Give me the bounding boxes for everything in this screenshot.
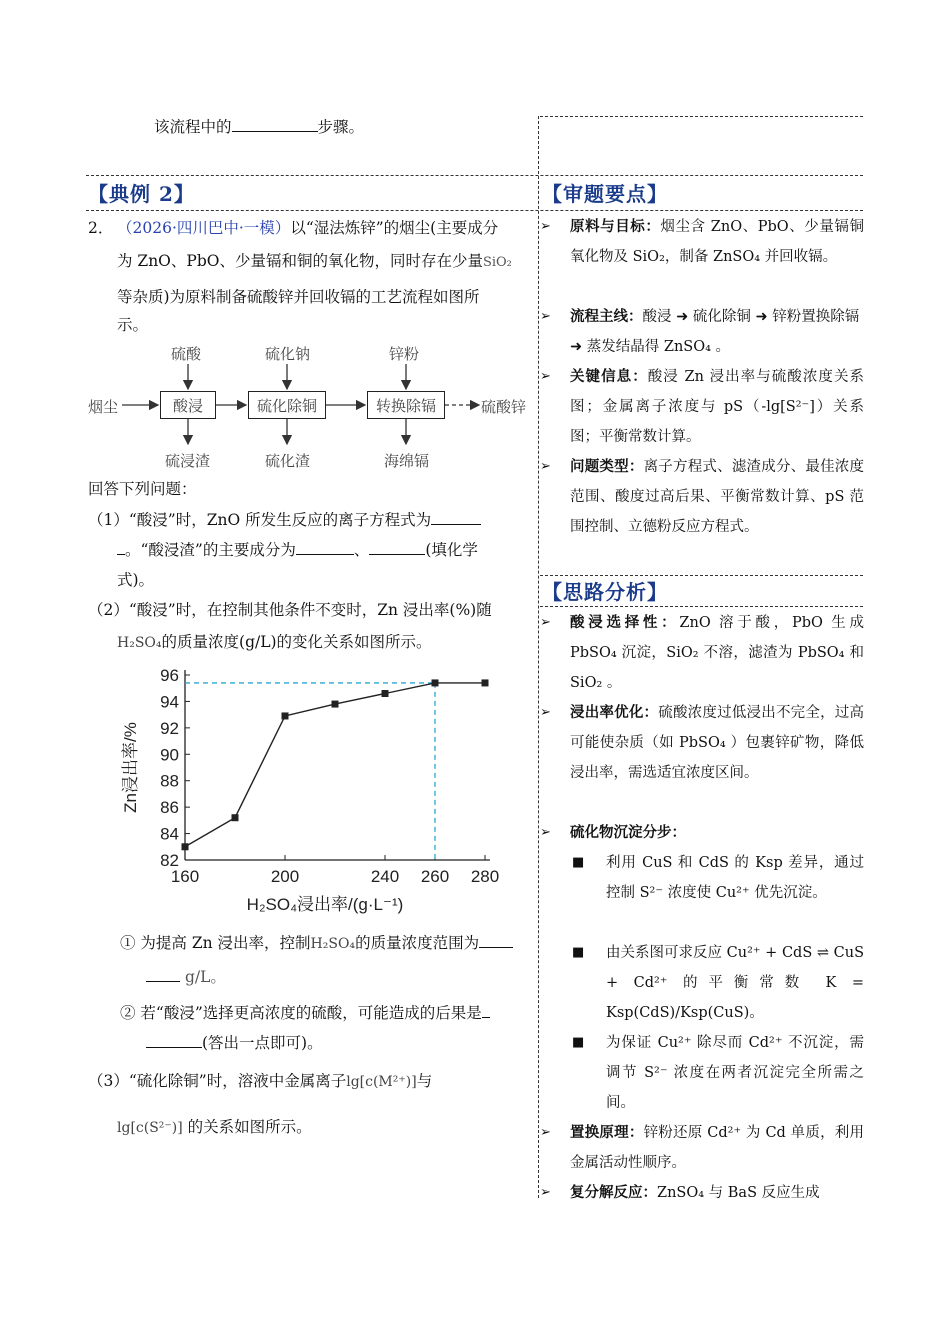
- arrow-bullet-icon: ➢: [540, 705, 551, 720]
- analysis-item-metathesis: ➢ 复分解反应：ZnSO₄ 与 BaS 反应生成: [542, 1178, 864, 1208]
- analysis-item-stepwise: ➢ 硫化物沉淀分步：: [542, 818, 864, 848]
- question-source: （2026·四川巴中·一模）: [117, 219, 291, 237]
- flow-input-sodium-sulfide: 硫化钠: [265, 345, 311, 363]
- data-point: [482, 679, 489, 686]
- review-item-question-types: ➢ 问题类型：离子方程式、滤渣成分、最佳浓度范围、酸度过高后果、平衡常数计算、pS 范围控制、立德粉反应方程式。: [542, 452, 864, 572]
- data-point: [332, 701, 339, 708]
- analysis-subitem-equilibrium: ■ 由关系图可求反应 Cu²⁺ + CdS ⇌ CuS + Cd²⁺ 的平衡常数 K = Ksp(CdS)/Ksp(CuS)。: [542, 938, 864, 1028]
- q1-line-2: 。“酸浸渣”的主要成分为 、 (填化学: [117, 535, 478, 565]
- q2-sub2-line-1: ② 若“酸浸”选择更高浓度的硫酸，可能造成的后果是: [120, 998, 490, 1028]
- answer-intro: 回答下列问题：: [88, 480, 197, 498]
- flow-step-copper-removal: 硫化除铜: [248, 391, 326, 419]
- flow-step-cadmium-removal: 转换除镉: [367, 391, 445, 419]
- question-line-3: 等杂质)为原料制备硫酸锌并回收镉的工艺流程如图所: [117, 288, 480, 306]
- question-line-1: （2026·四川巴中·一模）以“湿法炼锌”的烟尘(主要成分: [117, 219, 499, 237]
- arrow-bullet-icon: ➢: [540, 369, 551, 384]
- flow-arrows: [0, 0, 540, 480]
- q3-line-1: （3）“硫化除铜”时，溶液中金属离子lg[c(M²⁺)]与: [88, 1072, 433, 1090]
- previous-question-tail: 该流程中的 步骤。: [154, 112, 364, 142]
- top-right-divider: [540, 116, 863, 117]
- x-axis-label: H₂SO₄浸出率/(g·L⁻¹): [246, 895, 404, 914]
- arrow-bullet-icon: ➢: [540, 1185, 551, 1200]
- x-tick-label: 160: [170, 867, 200, 886]
- question-number: 2．: [88, 219, 114, 237]
- q1-blank-residue-1[interactable]: [296, 536, 354, 555]
- x-tick-label: 240: [370, 867, 400, 886]
- y-tick-label: 92: [160, 718, 179, 738]
- y-tick-label: 86: [160, 798, 179, 818]
- q2-blank-consequence[interactable]: [146, 1029, 202, 1048]
- analysis-subitem-ksp: ■ 利用 CuS 和 CdS 的 Ksp 差异，通过控制 S²⁻ 浓度使 Cu²⁺ 优先沉淀。: [542, 848, 864, 938]
- x-tick-label: 280: [470, 867, 500, 886]
- y-tick-label: 88: [160, 771, 179, 791]
- data-point: [432, 679, 439, 686]
- square-bullet-icon: ■: [572, 945, 585, 960]
- q2-sub1-line-1: ① 为提高 Zn 浸出率，控制H₂SO₄的质量浓度范围为: [120, 928, 513, 959]
- flow-input-sulfuric-acid: 硫酸: [171, 345, 202, 363]
- flow-input-zinc-powder: 锌粉: [389, 345, 420, 363]
- arrow-bullet-icon: ➢: [540, 1125, 551, 1140]
- arrow-bullet-icon: ➢: [540, 825, 551, 840]
- q1-line-3: 式)。: [117, 571, 155, 589]
- flow-output-leach-residue: 硫浸渣: [165, 452, 211, 470]
- square-bullet-icon: ■: [572, 855, 585, 870]
- data-point: [382, 690, 389, 697]
- y-tick-label: 94: [160, 692, 179, 712]
- flow-start-dust: 烟尘: [88, 398, 119, 416]
- question-line-4: 示。: [117, 316, 149, 334]
- y-tick-label: 90: [160, 745, 179, 765]
- flow-step-acid-leach: 酸浸: [160, 391, 216, 419]
- x-tick-label: 200: [270, 867, 300, 886]
- q2-sub1-line-2: g/L。: [146, 962, 226, 992]
- x-tick-label: 260: [420, 867, 450, 886]
- q2-blank-range[interactable]: [479, 929, 513, 948]
- q1-line-1: （1）“酸浸”时，ZnO 所发生反应的离子方程式为: [88, 505, 481, 535]
- data-point: [282, 712, 289, 719]
- arrow-bullet-icon: ➢: [540, 219, 551, 234]
- flow-output-sponge-cadmium: 海绵镉: [384, 452, 430, 470]
- q1-blank-residue-2[interactable]: [369, 536, 425, 555]
- data-point: [182, 843, 189, 850]
- example-title: 【典例 2】: [88, 182, 195, 206]
- review-divider-bottom: [540, 606, 863, 607]
- square-bullet-icon: ■: [572, 1035, 585, 1050]
- q2-sub2-line-2: (答出一点即可)。: [146, 1028, 323, 1058]
- q2-line-2: H₂SO₄的质量浓度(g/L)的变化关系如图所示。: [117, 633, 432, 651]
- analysis-title: 【思路分析】: [542, 580, 668, 604]
- arrow-bullet-icon: ➢: [540, 309, 551, 324]
- data-point: [232, 814, 239, 821]
- q3-line-2: lg[c(S²⁻)] 的关系如图所示。: [117, 1118, 312, 1136]
- y-tick-label: 82: [160, 851, 179, 870]
- analysis-item-optimization: ➢ 浸出率优化：硫酸浓度过低浸出不完全，过高可能使杂质（如 PbSO₄ ）包裹锌矿物，降低浸出率，需选适宜浓度区间。: [542, 698, 864, 818]
- y-tick-label: 84: [160, 824, 179, 844]
- flow-output-sulfide-residue: 硫化渣: [265, 452, 311, 470]
- zn-leach-rate-chart: [110, 660, 530, 920]
- y-tick-label: 96: [160, 666, 179, 685]
- review-item-key-info: ➢ 关键信息：酸浸 Zn 浸出率与硫酸浓度关系图；金属离子浓度与 pS（-lg[S²⁻]）关系图；平衡常数计算。: [542, 362, 864, 452]
- question-line-2: 为 ZnO、PbO、少量镉和铜的氧化物，同时存在少量SiO₂: [117, 252, 512, 270]
- review-item-mainline: ➢ 流程主线：酸浸 ➜ 硫化除铜 ➜ 锌粉置换除镉 ➜ 蒸发结晶得 ZnSO₄ 。: [542, 302, 864, 362]
- analysis-item-replacement: ➢ 置换原理：锌粉还原 Cd²⁺ 为 Cd 单质，利用金属活动性顺序。: [542, 1118, 864, 1178]
- arrow-bullet-icon: ➢: [540, 615, 551, 630]
- review-title: 【审题要点】: [542, 182, 668, 206]
- analysis-item-selectivity: ➢ 酸浸选择性：ZnO 溶于酸，PbO 生成 PbSO₄ 沉淀，SiO₂ 不溶，滤渣为 PbSO₄ 和 SiO₂ 。: [542, 608, 864, 698]
- analysis-subitem-control: ■ 为保证 Cu²⁺ 除尽而 Cd²⁺ 不沉淀，需调节 S²⁻ 浓度在两者沉淀完全所需之间。: [542, 1028, 864, 1118]
- q2-line-1: （2）“酸浸”时，在控制其他条件不变时，Zn 浸出率(%)随: [88, 601, 492, 619]
- flow-end-zinc-sulfate: 硫酸锌: [481, 398, 527, 416]
- review-item-material: ➢ 原料与目标：烟尘含 ZnO、PbO、少量镉铜氧化物及 SiO₂，制备 ZnSO₄ 并回收镉。: [542, 212, 864, 302]
- q1-blank-equation[interactable]: [431, 506, 481, 525]
- arrow-bullet-icon: ➢: [540, 459, 551, 474]
- y-axis-label: Zn浸出率/%: [121, 722, 140, 813]
